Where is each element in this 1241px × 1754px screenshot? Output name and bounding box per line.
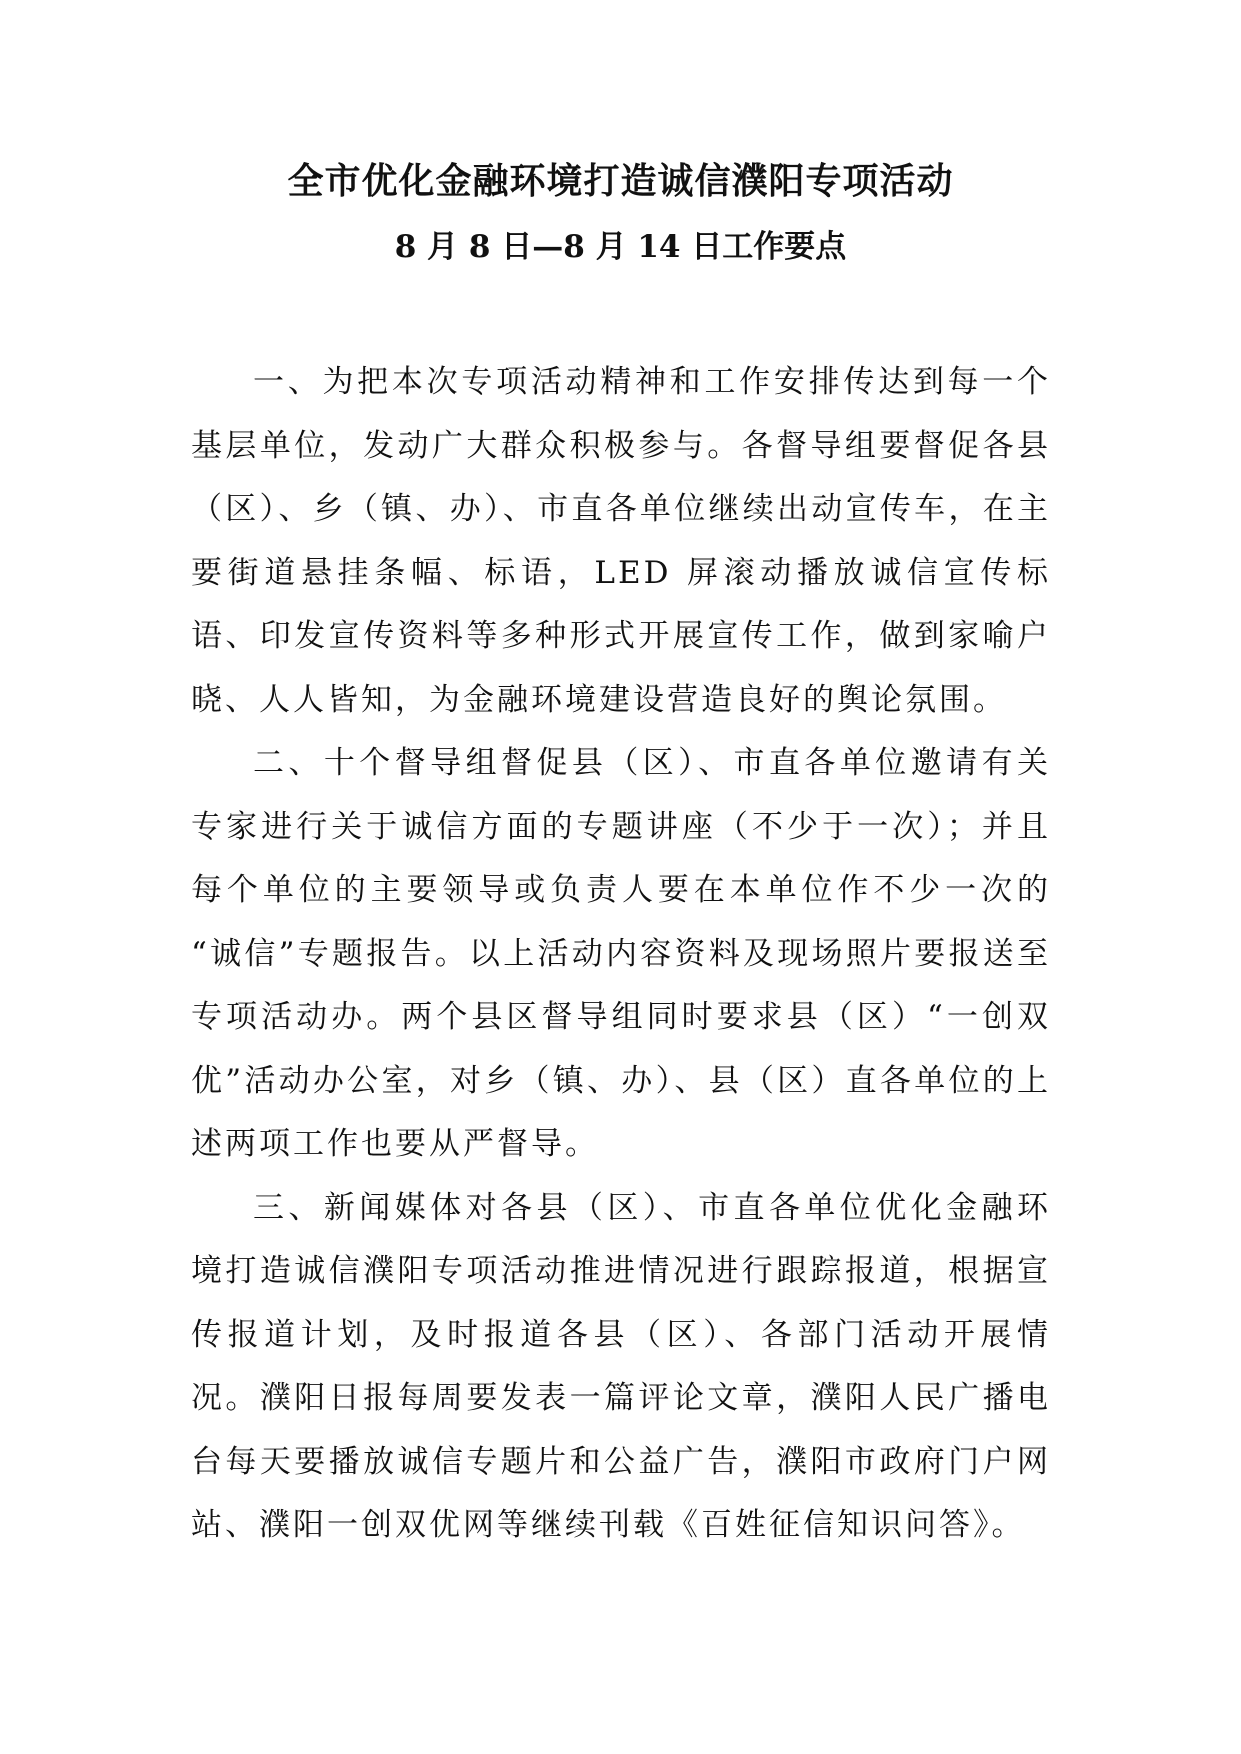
document-title: 全市优化金融环境打造诚信濮阳专项活动 xyxy=(287,161,954,202)
paragraph-3: 三、新闻媒体对各县（区）、市直各单位优化金融环境打造诚信濮阳专项活动推进情况进行跟踪报道，根据宣传报道计划，及时报道各县（区）、各部门活动开展情况。濮阳日报每周要发表一篇评论文章，濮阳人民广播电台每天要播放诚信专题片和公益广告，濮阳市政府门户网站、濮阳一创双优网等继续刊载《百姓征信知识问答》。 xyxy=(191,1189,1051,1543)
document-body xyxy=(191,351,1051,1558)
paragraph-2: 二、十个督导组督促县（区）、市直各单位邀请有关专家进行关于诚信方面的专题讲座（不少于一次）；并且每个单位的主要领导或负责人要在本单位作不少一次的 “诚信”专题报告。以上活动内容资料及现场照片要报送至专项活动办。两个县区督导组同时要求县（区）“一创双优”活动办公室，对乡（镇、办）、县（区）直各单位的上述两项工作也要从严督导。 xyxy=(191,745,1051,1162)
paragraph-1: 一、为把本次专项活动精神和工作安排传达到每一个基层单位，发动广大群众积极参与。各督导组要督促各县（区）、乡（镇、办）、市直各单位继续出动宣传车，在主要街道悬挂条幅、标语，LED 屏滚动播放诚信宣传标语、印发宣传资料等多种形式开展宣传工作，做到家喻户晓、人人皆知，为金融环境建设营造良好的舆论氛围。 xyxy=(191,364,1051,718)
document-subtitle: 8 月 8 日—8 月 14 日工作要点 xyxy=(394,229,847,265)
